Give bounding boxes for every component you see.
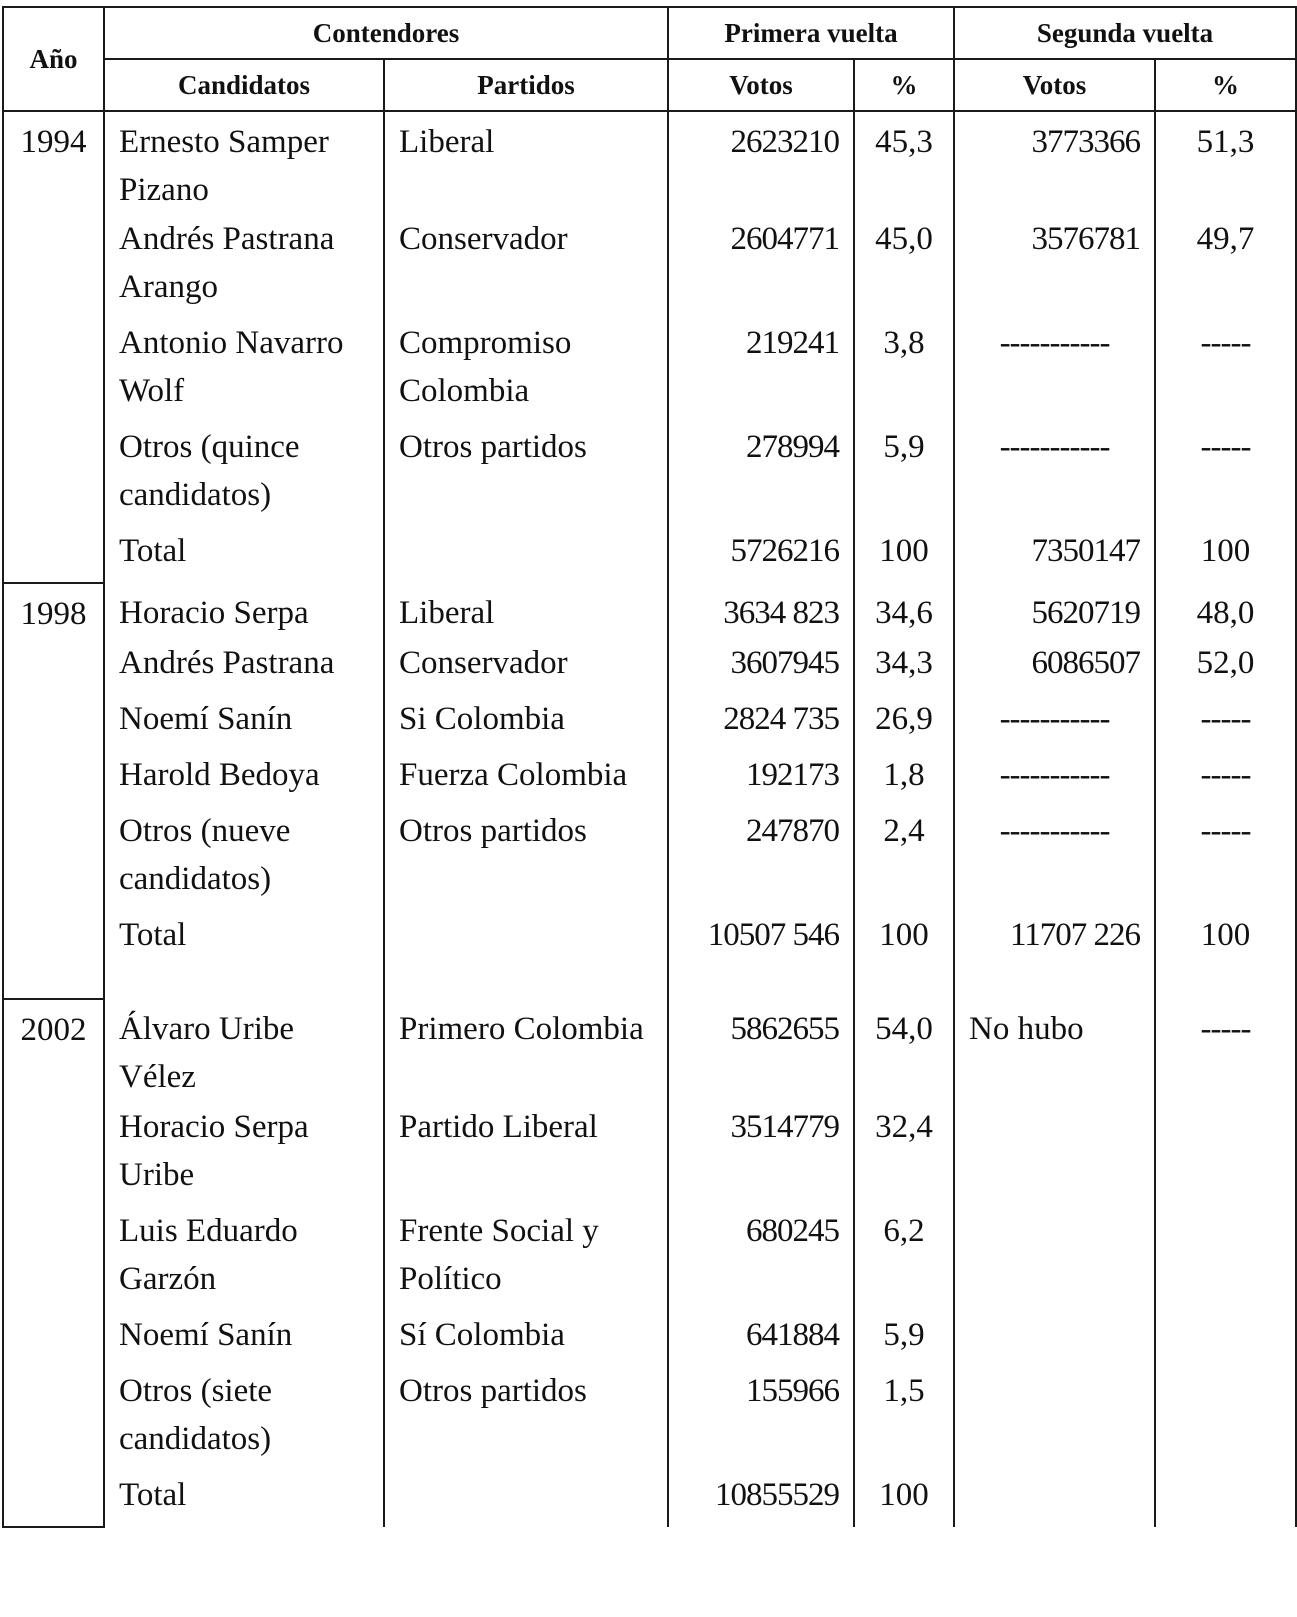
table-row [3, 999, 1296, 1103]
header-contenders: Contendores [104, 7, 668, 59]
candidate-cell: Total [104, 1471, 384, 1527]
pct-second-cell [1155, 1367, 1296, 1471]
votes-second-cell [954, 1207, 1155, 1311]
votes-first-cell: 3634 823 [668, 583, 854, 639]
candidate-cell: Total [104, 527, 384, 583]
total-row [3, 1471, 1296, 1527]
candidate-cell: Horacio Serpa Uribe [104, 1103, 384, 1207]
pct-first-cell: 100 [854, 527, 954, 583]
table-body [3, 111, 1296, 1527]
votes-second-cell: ----------- [954, 807, 1155, 911]
header-year: Año [3, 7, 104, 111]
pct-second-cell: ----- [1155, 807, 1296, 911]
pct-first-cell: 26,9 [854, 695, 954, 751]
pct-first-cell: 1,8 [854, 751, 954, 807]
pct-second-cell [1155, 1311, 1296, 1367]
votes-first-cell: 5862655 [668, 999, 854, 1103]
votes-second-cell [954, 1311, 1155, 1367]
party-cell [384, 911, 668, 999]
party-cell: Fuerza Colombia [384, 751, 668, 807]
pct-second-cell: ----- [1155, 423, 1296, 527]
election-results-table [2, 6, 1297, 1528]
pct-second-cell [1155, 1471, 1296, 1527]
party-cell: Otros partidos [384, 423, 668, 527]
candidate-cell: Harold Bedoya [104, 751, 384, 807]
header-row-sub [3, 59, 1296, 111]
party-cell: Sí Colombia [384, 1311, 668, 1367]
candidate-cell: Otros (quince candidatos) [104, 423, 384, 527]
party-cell [384, 1471, 668, 1527]
pct-second-cell: ----- [1155, 751, 1296, 807]
party-cell: Liberal [384, 111, 668, 215]
votes-first-cell: 3514779 [668, 1103, 854, 1207]
pct-second-cell: ----- [1155, 999, 1296, 1103]
candidate-cell: Noemí Sanín [104, 695, 384, 751]
votes-second-cell: 5620719 [954, 583, 1155, 639]
pct-second-cell: 48,0 [1155, 583, 1296, 639]
candidate-cell: Noemí Sanín [104, 1311, 384, 1367]
table-row [3, 695, 1296, 751]
year-cell: 1994 [3, 111, 104, 583]
total-row [3, 911, 1296, 999]
party-cell: Conservador [384, 215, 668, 319]
party-cell [384, 527, 668, 583]
table-row [3, 423, 1296, 527]
votes-first-cell: 680245 [668, 1207, 854, 1311]
votes-second-cell: 3576781 [954, 215, 1155, 319]
party-cell: Si Colombia [384, 695, 668, 751]
table-row [3, 215, 1296, 319]
pct-first-cell: 45,3 [854, 111, 954, 215]
table-row [3, 1367, 1296, 1471]
votes-second-cell [954, 1471, 1155, 1527]
pct-first-cell: 5,9 [854, 423, 954, 527]
votes-second-cell: 6086507 [954, 639, 1155, 695]
votes-first-cell: 155966 [668, 1367, 854, 1471]
votes-second-cell: 7350147 [954, 527, 1155, 583]
table-row [3, 1311, 1296, 1367]
pct-first-cell: 5,9 [854, 1311, 954, 1367]
votes-first-cell: 247870 [668, 807, 854, 911]
candidate-cell: Andrés Pastrana [104, 639, 384, 695]
pct-first-cell: 1,5 [854, 1367, 954, 1471]
table-row [3, 1207, 1296, 1311]
party-cell: Conservador [384, 639, 668, 695]
votes-first-cell: 10855529 [668, 1471, 854, 1527]
header-pct-second: % [1155, 59, 1296, 111]
candidate-cell: Total [104, 911, 384, 999]
pct-first-cell: 34,3 [854, 639, 954, 695]
votes-first-cell: 10507 546 [668, 911, 854, 999]
table-row [3, 751, 1296, 807]
votes-second-cell: ----------- [954, 695, 1155, 751]
party-cell: Compromiso Colombia [384, 319, 668, 423]
header-first-round: Primera vuelta [668, 7, 954, 59]
header-votes-second: Votos [954, 59, 1155, 111]
votes-second-cell [954, 1103, 1155, 1207]
candidate-cell: Andrés Pastrana Arango [104, 215, 384, 319]
table-row [3, 1103, 1296, 1207]
votes-first-cell: 278994 [668, 423, 854, 527]
votes-first-cell: 3607945 [668, 639, 854, 695]
pct-second-cell: 51,3 [1155, 111, 1296, 215]
party-cell: Otros partidos [384, 807, 668, 911]
pct-second-cell: 100 [1155, 527, 1296, 583]
votes-second-cell [954, 1367, 1155, 1471]
year-cell: 1998 [3, 583, 104, 999]
votes-first-cell: 219241 [668, 319, 854, 423]
year-cell: 2002 [3, 999, 104, 1527]
party-cell: Liberal [384, 583, 668, 639]
header-row-top [3, 7, 1296, 59]
table-row [3, 111, 1296, 215]
votes-first-cell: 2604771 [668, 215, 854, 319]
party-cell: Otros partidos [384, 1367, 668, 1471]
candidate-cell: Luis Eduardo Garzón [104, 1207, 384, 1311]
votes-first-cell: 641884 [668, 1311, 854, 1367]
pct-first-cell: 3,8 [854, 319, 954, 423]
candidate-cell: Otros (siete candidatos) [104, 1367, 384, 1471]
votes-second-cell: 11707 226 [954, 911, 1155, 999]
pct-first-cell: 54,0 [854, 999, 954, 1103]
party-cell: Partido Liberal [384, 1103, 668, 1207]
header-parties: Partidos [384, 59, 668, 111]
table-row [3, 807, 1296, 911]
votes-first-cell: 2623210 [668, 111, 854, 215]
total-row [3, 527, 1296, 583]
pct-second-cell: ----- [1155, 319, 1296, 423]
pct-first-cell: 6,2 [854, 1207, 954, 1311]
votes-second-cell: No hubo [954, 999, 1155, 1103]
candidate-cell: Horacio Serpa [104, 583, 384, 639]
pct-second-cell: ----- [1155, 695, 1296, 751]
pct-second-cell: 49,7 [1155, 215, 1296, 319]
votes-second-cell: 3773366 [954, 111, 1155, 215]
votes-second-cell: ----------- [954, 423, 1155, 527]
party-cell: Frente Social y Político [384, 1207, 668, 1311]
party-cell: Primero Colombia [384, 999, 668, 1103]
pct-second-cell: 100 [1155, 911, 1296, 999]
pct-first-cell: 34,6 [854, 583, 954, 639]
pct-second-cell [1155, 1207, 1296, 1311]
pct-second-cell [1155, 1103, 1296, 1207]
votes-second-cell: ----------- [954, 319, 1155, 423]
header-pct-first: % [854, 59, 954, 111]
candidate-cell: Antonio Navarro Wolf [104, 319, 384, 423]
candidate-cell: Otros (nueve candidatos) [104, 807, 384, 911]
votes-first-cell: 2824 735 [668, 695, 854, 751]
pct-first-cell: 100 [854, 911, 954, 999]
candidate-cell: Álvaro Uribe Vélez [104, 999, 384, 1103]
header-votes-first: Votos [668, 59, 854, 111]
candidate-cell: Ernesto Samper Pizano [104, 111, 384, 215]
pct-first-cell: 2,4 [854, 807, 954, 911]
votes-first-cell: 5726216 [668, 527, 854, 583]
table-row [3, 639, 1296, 695]
pct-first-cell: 100 [854, 1471, 954, 1527]
pct-second-cell: 52,0 [1155, 639, 1296, 695]
table-row [3, 583, 1296, 639]
votes-first-cell: 192173 [668, 751, 854, 807]
pct-first-cell: 45,0 [854, 215, 954, 319]
header-candidates: Candidatos [104, 59, 384, 111]
votes-second-cell: ----------- [954, 751, 1155, 807]
header-second-round: Segunda vuelta [954, 7, 1296, 59]
pct-first-cell: 32,4 [854, 1103, 954, 1207]
table-row [3, 319, 1296, 423]
